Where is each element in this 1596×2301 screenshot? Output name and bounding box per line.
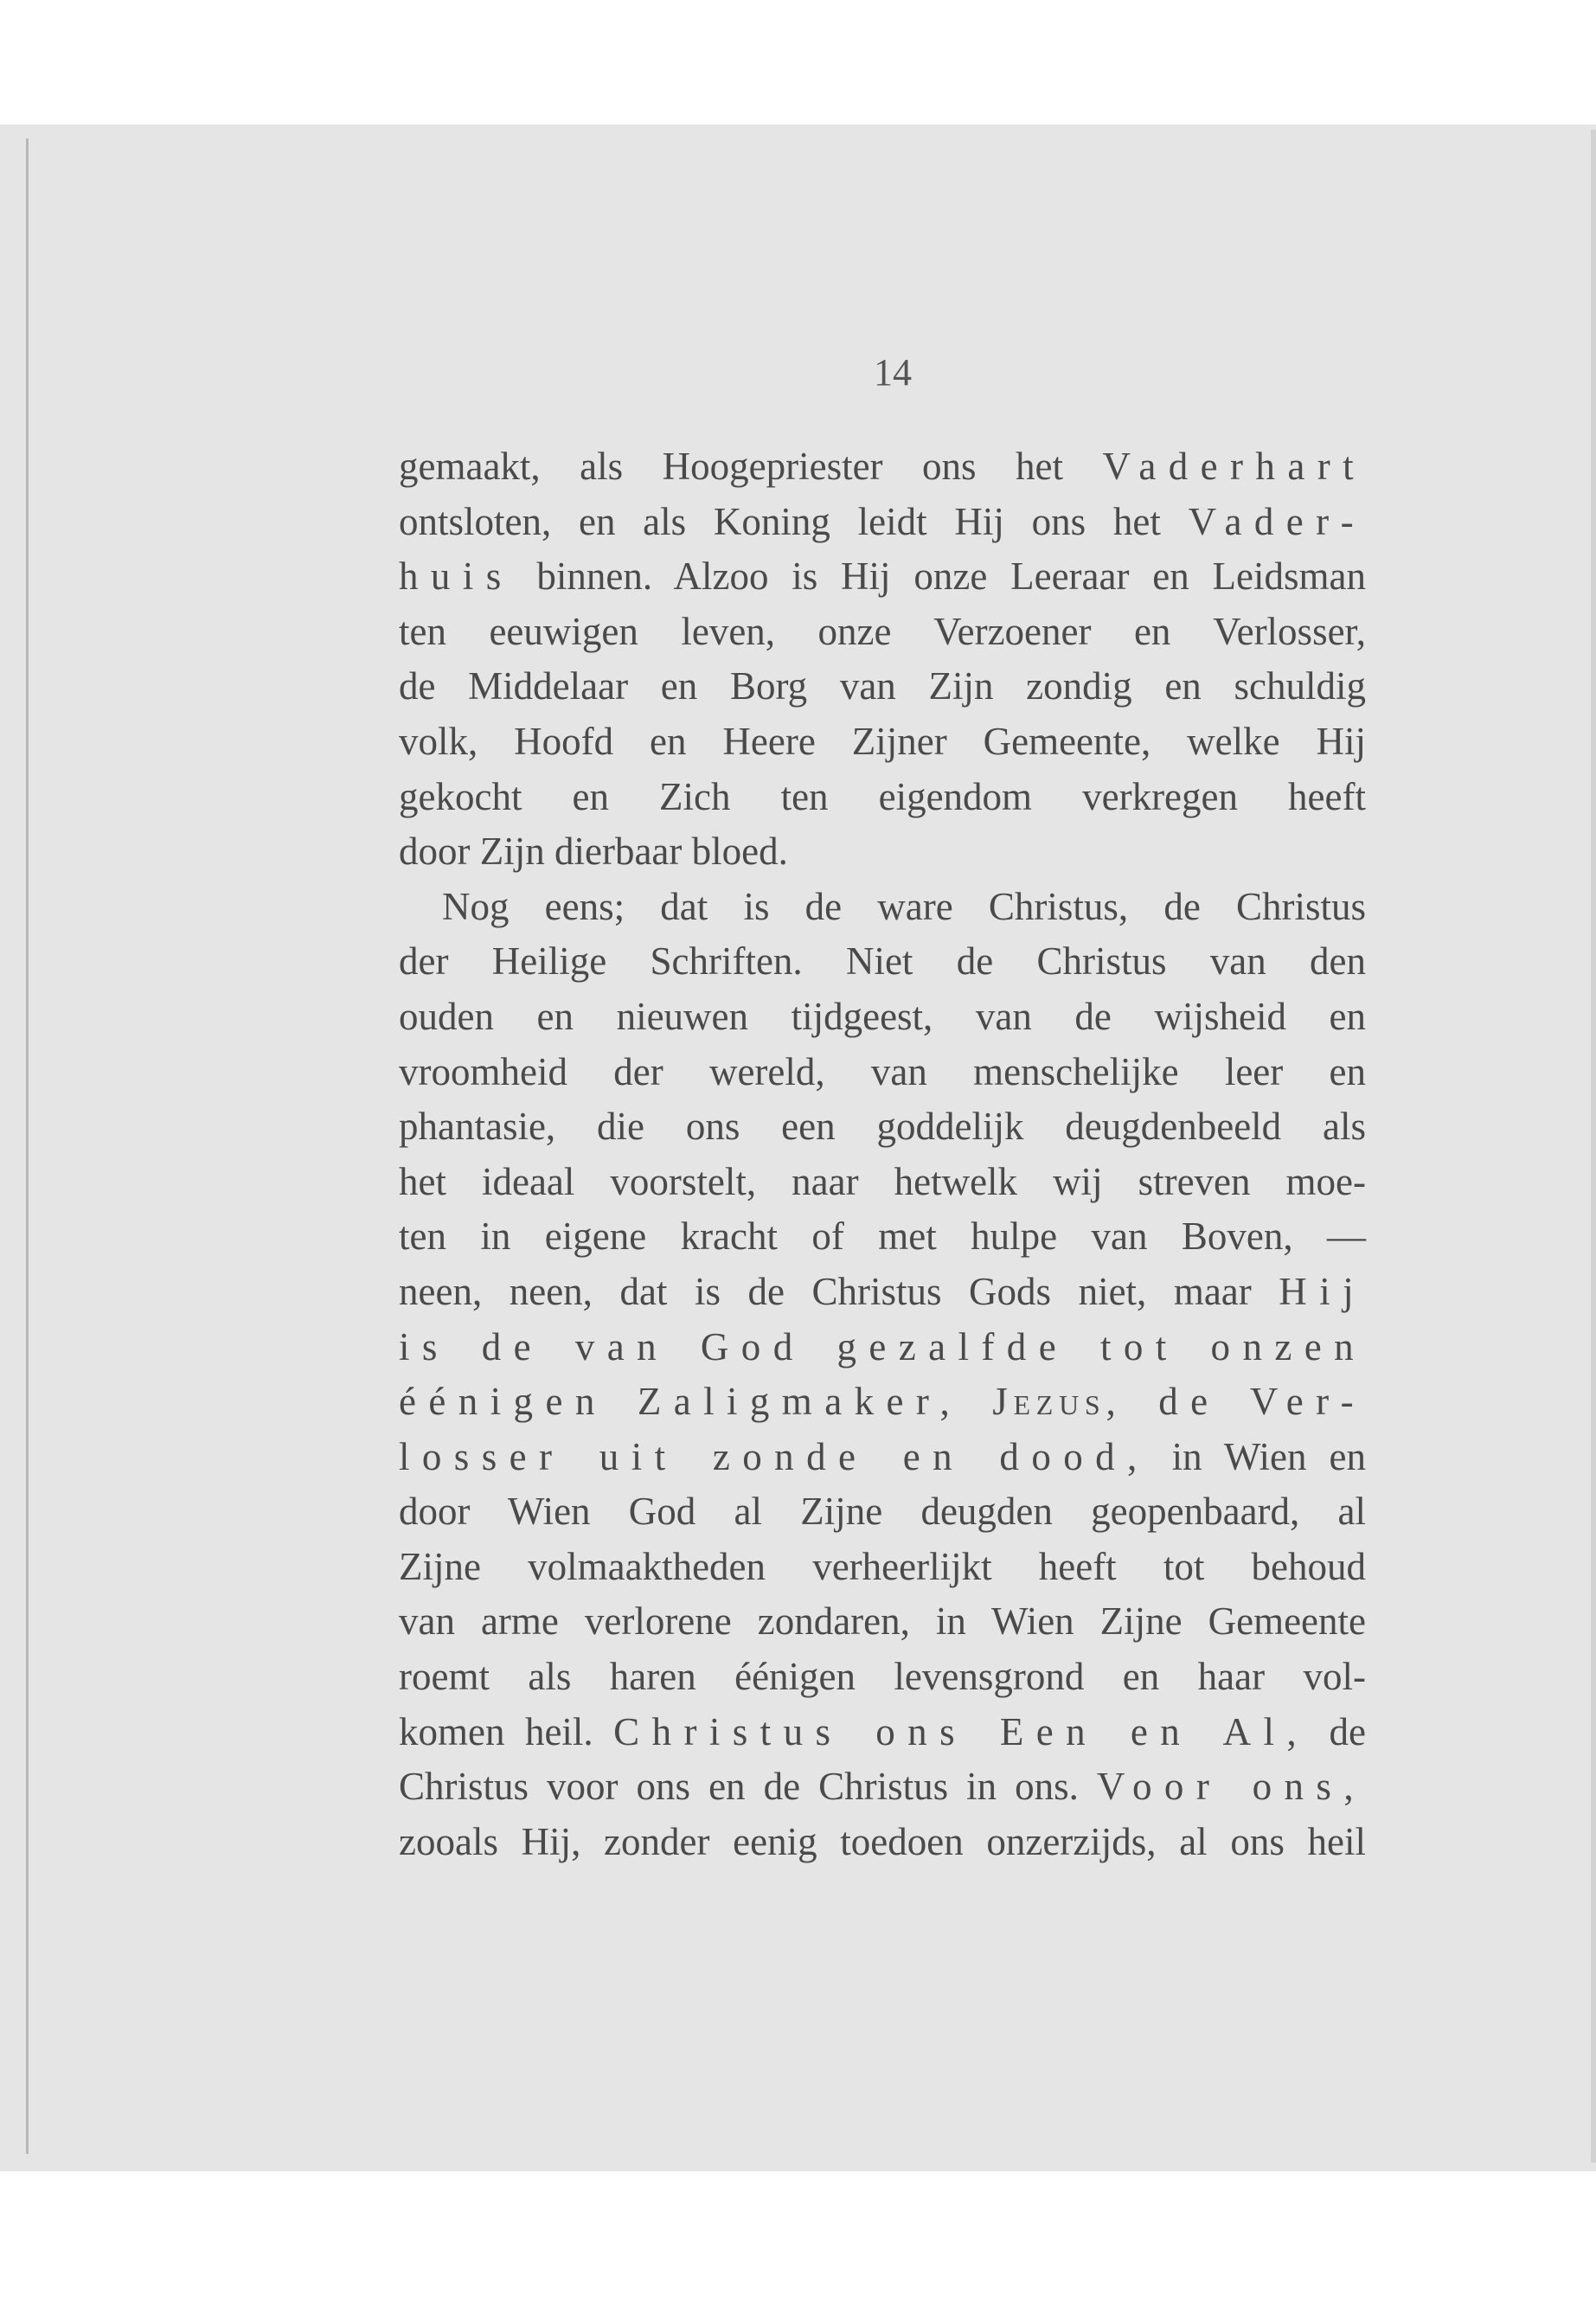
text-line (399, 770, 1366, 825)
text-segment: neen, neen, dat is de Christus Gods niet, maar (399, 1269, 1279, 1313)
text-line (399, 1815, 1366, 1870)
text-line (399, 1540, 1366, 1595)
text-line (399, 659, 1366, 715)
spaced-emphasis-text: Hij (1279, 1269, 1366, 1313)
spaced-emphasis-text: Christus ons Een en Al, (613, 1709, 1310, 1753)
text-line (399, 1705, 1366, 1760)
text-line (399, 1265, 1366, 1320)
text-segment: Nog eens; dat is de ware Christus, de Christus (442, 884, 1366, 928)
text-segment: gekocht en Zich ten eigendom verkregen heeft (399, 774, 1366, 818)
text-line (399, 1099, 1366, 1155)
text-segment: de (1309, 1709, 1366, 1753)
text-segment: door Zijn dierbaar bloed. (399, 830, 788, 874)
text-segment: Christus voor ons en de Christus in ons. (399, 1765, 1097, 1809)
text-segment: ten eeuwigen leven, onze Verzoener en Verlosser, (399, 609, 1366, 653)
spaced-emphasis-text: losser uit zonde en dood, (399, 1434, 1150, 1478)
page-right-edge (1591, 130, 1596, 2163)
text-line (399, 1430, 1366, 1485)
spaced-emphasis-text: huis (399, 554, 514, 599)
text-line (399, 495, 1366, 550)
text-segment: de Middelaar en Borg van Zijn zondig en schuldig (399, 664, 1366, 708)
text-segment: vroomheid der wereld, van menschelijke leer en (399, 1049, 1366, 1093)
text-line (399, 824, 1366, 880)
text-line (399, 1155, 1366, 1210)
spaced-emphasis-text: Vader- (1188, 499, 1366, 543)
text-line (399, 1594, 1366, 1650)
text-segment: ouden en nieuwen tijdgeest, van de wijsheid en (399, 994, 1366, 1038)
text-line (399, 605, 1366, 660)
text-segment: door Wien God al Zijne deugden geopenbaard, al (399, 1490, 1366, 1534)
text-segment: Zijne volmaaktheden verheerlijkt heeft tot behoud (399, 1544, 1366, 1588)
spaced-emphasis-text: is de van God gezalfde tot onzen (399, 1324, 1366, 1368)
text-line (399, 934, 1366, 990)
spaced-emphasis-text: Vaderhart (1102, 445, 1366, 488)
text-segment: van arme verlorene zondaren, in Wien Zijne Gemeente (399, 1599, 1366, 1644)
text-line (399, 990, 1366, 1045)
page-edge-shadow (26, 138, 29, 2154)
text-segment: het ideaal voorstelt, naar hetwelk wij streven moe- (399, 1159, 1366, 1203)
text-segment: in Wien en (1149, 1434, 1366, 1478)
spaced-emphasis-text: Voor ons, (1096, 1765, 1366, 1809)
text-segment: ten in eigene kracht of met hulpe van Boven, — (399, 1215, 1366, 1259)
text-line (399, 1045, 1366, 1100)
text-segment: binnen. Alzoo is Hij onze Leeraar en Leidsman (513, 554, 1366, 599)
small-caps-text: Jezus (992, 1380, 1106, 1424)
text-line (399, 1484, 1366, 1540)
text-line (399, 549, 1366, 605)
text-segment: gemaakt, als Hoogepriester ons het (399, 445, 1103, 488)
text-segment: zooals Hij, zonder eenig toedoen onzerzijds, al ons heil (399, 1819, 1366, 1863)
text-line (399, 1650, 1366, 1705)
text-line (399, 1375, 1366, 1430)
text-line (399, 1759, 1366, 1815)
text-line (399, 439, 1366, 495)
spaced-emphasis-text: éénigen Zaligmaker, (399, 1380, 993, 1424)
text-segment: phantasie, die ons een goddelijk deugdenbeeld als (399, 1105, 1366, 1149)
text-line (399, 1209, 1366, 1265)
body-text (399, 439, 1366, 1869)
text-segment: der Heilige Schriften. Niet de Christus van den (399, 939, 1366, 984)
text-segment: ontsloten, en als Koning leidt Hij ons het (399, 499, 1189, 543)
text-segment: volk, Hoofd en Heere Zijner Gemeente, welke Hij (399, 719, 1366, 763)
text-line (399, 880, 1366, 935)
text-line (399, 715, 1366, 770)
text-segment: roemt als haren éénigen levensgrond en haar vol- (399, 1655, 1366, 1699)
text-line (399, 1320, 1366, 1375)
spaced-emphasis-text: , de Ver- (1106, 1380, 1366, 1424)
page-number: 14 (874, 351, 912, 394)
text-segment: komen heil. (399, 1709, 614, 1753)
